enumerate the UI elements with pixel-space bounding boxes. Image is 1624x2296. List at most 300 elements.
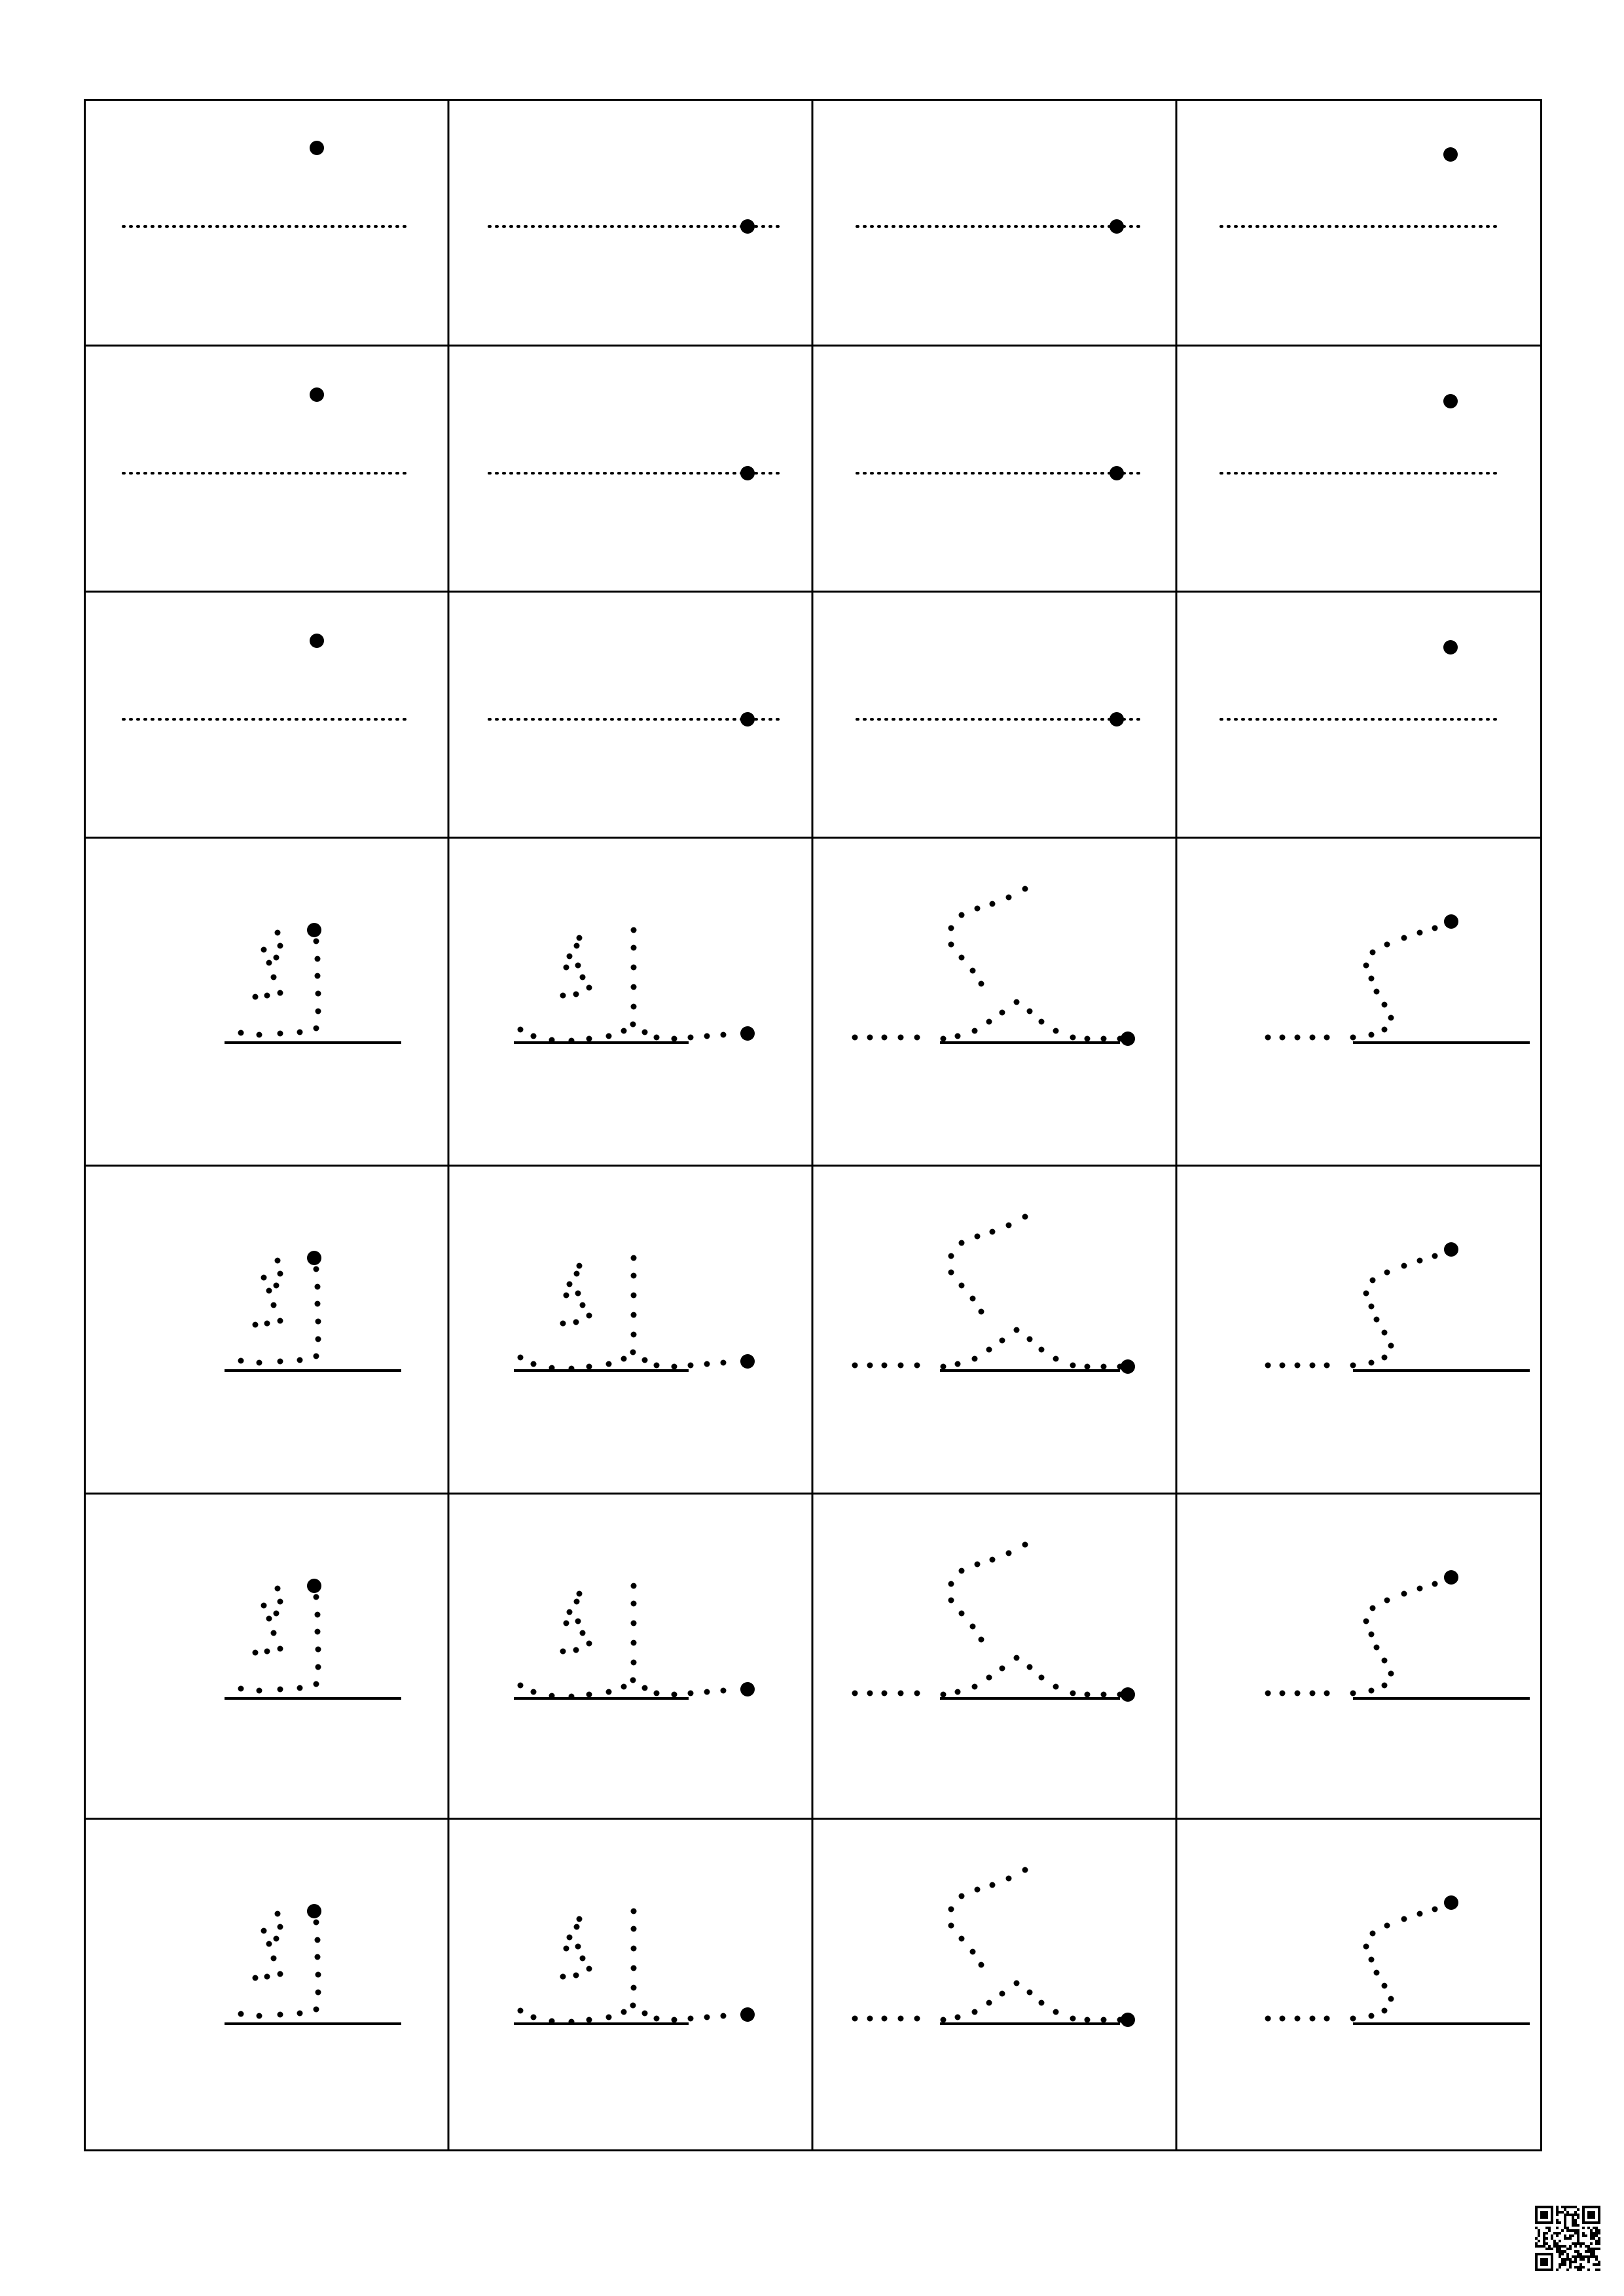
qr-module bbox=[1561, 2253, 1564, 2255]
trace-dot bbox=[567, 1935, 573, 1941]
trace-dot bbox=[959, 1283, 965, 1289]
trace-dot bbox=[721, 1688, 727, 1694]
trace-dot bbox=[1369, 1632, 1375, 1638]
starter-cell bbox=[857, 219, 1140, 234]
trace-dot bbox=[1070, 1035, 1076, 1041]
start-dot bbox=[740, 466, 755, 480]
trace-dot bbox=[1014, 1327, 1020, 1333]
qr-module bbox=[1593, 2227, 1595, 2229]
qr-module bbox=[1564, 2219, 1566, 2221]
trace-dot bbox=[1006, 1876, 1012, 1882]
trace-dot bbox=[314, 1026, 319, 1031]
qr-module bbox=[1559, 2248, 1561, 2250]
tracing-cell bbox=[1265, 1570, 1530, 1698]
trace-dot bbox=[990, 1882, 996, 1888]
tracing-cell bbox=[852, 886, 1136, 1047]
trace-dot bbox=[642, 1030, 648, 1035]
qr-code-icon bbox=[1535, 2206, 1600, 2271]
qr-module bbox=[1595, 2255, 1598, 2258]
trace-dot bbox=[586, 1966, 592, 1972]
qr-module bbox=[1543, 2245, 1545, 2248]
starter-cell bbox=[857, 466, 1140, 480]
trace-dot bbox=[972, 1356, 978, 1362]
qr-module bbox=[1564, 2263, 1566, 2266]
trace-dot bbox=[575, 1619, 581, 1624]
qr-module bbox=[1595, 2263, 1598, 2266]
trace-dot bbox=[560, 993, 566, 999]
trace-dot bbox=[914, 2016, 920, 2022]
qr-module bbox=[1551, 2234, 1553, 2237]
qr-module bbox=[1566, 2269, 1569, 2271]
qr-module bbox=[1556, 2269, 1559, 2271]
qr-module bbox=[1579, 2263, 1582, 2266]
trace-dot bbox=[315, 973, 321, 979]
qr-module bbox=[1559, 2221, 1561, 2224]
qr-module bbox=[1590, 2237, 1593, 2240]
qr-module bbox=[1556, 2248, 1559, 2250]
qr-module bbox=[1556, 2206, 1559, 2208]
trace-dot bbox=[631, 1583, 637, 1589]
qr-module bbox=[1556, 2221, 1559, 2224]
trace-dot bbox=[606, 2015, 612, 2020]
trace-dot bbox=[1027, 1990, 1033, 1996]
trace-dot bbox=[1350, 2016, 1356, 2022]
start-dot bbox=[1121, 1359, 1135, 1374]
trace-dot bbox=[631, 1293, 637, 1299]
trace-dot bbox=[314, 939, 319, 944]
trace-dot bbox=[1369, 1032, 1375, 1038]
trace-dot bbox=[631, 1965, 637, 1971]
trace-dot bbox=[986, 1019, 992, 1025]
trace-dot bbox=[297, 1357, 303, 1363]
trace-dot bbox=[253, 994, 259, 1000]
trace-dot bbox=[271, 1956, 277, 1962]
qr-module bbox=[1587, 2269, 1590, 2271]
trace-dot bbox=[1324, 1363, 1330, 1369]
trace-dot bbox=[278, 1924, 283, 1930]
trace-dot bbox=[1039, 1347, 1045, 1353]
tracing-cell bbox=[225, 1904, 401, 2024]
trace-dot bbox=[1280, 1363, 1286, 1369]
trace-dot bbox=[1310, 1691, 1316, 1696]
qr-module bbox=[1587, 2227, 1590, 2229]
trace-dot bbox=[1382, 1027, 1388, 1033]
trace-dot bbox=[1070, 1691, 1076, 1696]
qr-module bbox=[1593, 2248, 1595, 2250]
trace-dot bbox=[1374, 1317, 1380, 1323]
trace-dot bbox=[882, 1363, 888, 1369]
trace-dot bbox=[549, 1693, 555, 1699]
trace-dot bbox=[1022, 1214, 1028, 1220]
qr-module bbox=[1585, 2250, 1587, 2253]
trace-dot bbox=[278, 1971, 283, 1977]
trace-dot bbox=[914, 1035, 920, 1041]
qr-module bbox=[1574, 2221, 1577, 2224]
trace-dot bbox=[1070, 2016, 1076, 2022]
trace-dot bbox=[979, 1637, 984, 1643]
qr-module bbox=[1595, 2240, 1598, 2242]
tracing-cell bbox=[514, 1583, 755, 1700]
qr-module bbox=[1574, 2261, 1577, 2263]
trace-dot bbox=[316, 1664, 321, 1670]
qr-module bbox=[1569, 2237, 1572, 2240]
trace-dot bbox=[606, 1033, 612, 1039]
qr-module bbox=[1564, 2221, 1566, 2224]
trace-dot bbox=[1324, 1035, 1330, 1041]
trace-dot bbox=[577, 1916, 583, 1922]
trace-dot bbox=[1369, 976, 1375, 982]
trace-dot bbox=[1265, 1691, 1271, 1696]
start-dot bbox=[310, 634, 324, 648]
trace-dot bbox=[688, 1035, 694, 1041]
trace-dot bbox=[1369, 1360, 1375, 1366]
trace-dot bbox=[1022, 1542, 1028, 1548]
qr-module bbox=[1538, 2232, 1540, 2234]
trace-dot bbox=[631, 1926, 637, 1932]
trace-dot bbox=[1101, 1692, 1107, 1698]
trace-dot bbox=[278, 990, 283, 996]
trace-dot bbox=[975, 1562, 981, 1568]
start-dot bbox=[307, 1904, 321, 1918]
start-dot bbox=[1110, 712, 1124, 726]
trace-dot bbox=[1363, 1619, 1369, 1624]
trace-dot bbox=[975, 1887, 981, 1893]
start-dot bbox=[1110, 466, 1124, 480]
qr-module bbox=[1572, 2224, 1574, 2227]
start-dot bbox=[307, 1251, 321, 1265]
trace-dot bbox=[1101, 1036, 1107, 1042]
qr-module bbox=[1579, 2258, 1582, 2261]
trace-dot bbox=[688, 1691, 694, 1696]
trace-dot bbox=[1295, 1691, 1301, 1696]
trace-dot bbox=[518, 1683, 524, 1689]
trace-dot bbox=[1388, 1671, 1394, 1677]
trace-dot bbox=[314, 1920, 319, 1926]
trace-dot bbox=[575, 1944, 581, 1950]
qr-module bbox=[1574, 2250, 1577, 2253]
trace-dot bbox=[975, 1234, 981, 1240]
trace-dot bbox=[631, 1273, 637, 1279]
trace-dot bbox=[990, 1557, 996, 1563]
qr-module bbox=[1595, 2227, 1598, 2229]
trace-dot bbox=[631, 965, 637, 971]
trace-dot bbox=[1000, 1338, 1005, 1344]
tracing-cell bbox=[1265, 1895, 1530, 2024]
trace-dot bbox=[271, 975, 277, 980]
qr-module bbox=[1564, 2234, 1566, 2237]
trace-dot bbox=[631, 1004, 637, 1010]
trace-dot bbox=[261, 1928, 267, 1934]
qr-module bbox=[1566, 2258, 1569, 2261]
qr-module bbox=[1593, 2250, 1595, 2253]
trace-dot bbox=[278, 1271, 283, 1277]
qr-module bbox=[1569, 2229, 1572, 2232]
qr-module bbox=[1538, 2240, 1540, 2242]
trace-dot bbox=[1027, 1009, 1033, 1014]
trace-dot bbox=[1085, 2017, 1091, 2023]
trace-dot bbox=[1382, 1683, 1388, 1689]
trace-dot bbox=[867, 2016, 873, 2022]
qr-module bbox=[1585, 2234, 1587, 2237]
trace-dot bbox=[1417, 1258, 1423, 1264]
trace-dot bbox=[1000, 1991, 1005, 1997]
trace-dot bbox=[575, 963, 581, 969]
trace-dot bbox=[1374, 989, 1380, 995]
qr-module bbox=[1566, 2214, 1569, 2216]
qr-module bbox=[1574, 2242, 1577, 2245]
qr-module bbox=[1577, 2229, 1579, 2232]
qr-module bbox=[1548, 2229, 1551, 2232]
trace-dot bbox=[1382, 1002, 1388, 1008]
qr-module bbox=[1593, 2255, 1595, 2258]
qr-module bbox=[1595, 2234, 1598, 2237]
qr-module bbox=[1587, 2255, 1590, 2258]
trace-dot bbox=[1388, 1015, 1394, 1021]
qr-module bbox=[1545, 2248, 1548, 2250]
trace-dot bbox=[941, 1036, 947, 1042]
trace-dot bbox=[275, 1586, 281, 1592]
qr-module bbox=[1593, 2263, 1595, 2266]
trace-dot bbox=[549, 2018, 555, 2024]
trace-dot bbox=[990, 1229, 996, 1235]
trace-dot bbox=[549, 1365, 555, 1371]
trace-dot bbox=[852, 2016, 858, 2022]
trace-dot bbox=[1417, 1586, 1423, 1592]
qr-module bbox=[1572, 2221, 1574, 2224]
qr-module bbox=[1569, 2258, 1572, 2261]
trace-dot bbox=[577, 1591, 583, 1597]
qr-module bbox=[1566, 2211, 1569, 2214]
qr-module bbox=[1561, 2229, 1564, 2232]
trace-dot bbox=[898, 1691, 904, 1696]
trace-dot bbox=[564, 1621, 569, 1626]
qr-module bbox=[1548, 2248, 1551, 2250]
qr-module bbox=[1572, 2216, 1574, 2219]
worksheet-grid bbox=[84, 99, 1542, 2151]
trace-dot bbox=[704, 1689, 710, 1695]
qr-module bbox=[1577, 2266, 1579, 2269]
qr-module bbox=[1598, 2240, 1600, 2242]
trace-dot bbox=[955, 1361, 961, 1367]
trace-dot bbox=[278, 1318, 283, 1324]
trace-dot bbox=[1370, 1605, 1376, 1611]
trace-dot bbox=[1432, 1581, 1438, 1587]
qr-module bbox=[1577, 2214, 1579, 2216]
qr-module bbox=[1598, 2261, 1600, 2263]
trace-dot bbox=[315, 1284, 321, 1290]
start-dot bbox=[740, 712, 755, 726]
qr-module bbox=[1538, 2229, 1540, 2232]
trace-dot bbox=[531, 2015, 537, 2020]
trace-dot bbox=[914, 1363, 920, 1369]
qr-module bbox=[1574, 2206, 1577, 2208]
trace-dot bbox=[631, 945, 637, 951]
trace-dot bbox=[630, 1350, 636, 1355]
qr-module bbox=[1579, 2269, 1582, 2271]
trace-dot bbox=[882, 1035, 888, 1041]
trace-dot bbox=[575, 1291, 581, 1297]
trace-dot bbox=[1053, 1356, 1059, 1362]
trace-dot bbox=[1370, 1278, 1376, 1283]
trace-dot bbox=[1006, 1551, 1012, 1556]
trace-dot bbox=[1053, 1028, 1059, 1034]
qr-module bbox=[1569, 2214, 1572, 2216]
qr-module bbox=[1564, 2250, 1566, 2253]
qr-module bbox=[1574, 2245, 1577, 2248]
trace-dot bbox=[986, 1675, 992, 1681]
qr-module bbox=[1577, 2208, 1579, 2211]
qr-module bbox=[1595, 2232, 1598, 2234]
trace-dot bbox=[278, 1359, 283, 1365]
start-dot bbox=[1110, 219, 1124, 234]
qr-module bbox=[1582, 2232, 1585, 2234]
trace-dot bbox=[1310, 2016, 1316, 2022]
qr-module bbox=[1572, 2242, 1574, 2245]
qr-module bbox=[1574, 2266, 1577, 2269]
trace-dot bbox=[238, 2011, 244, 2017]
trace-dot bbox=[959, 1936, 965, 1942]
trace-dot bbox=[1053, 1684, 1059, 1690]
trace-dot bbox=[271, 1630, 277, 1636]
trace-dot bbox=[898, 2016, 904, 2022]
starter-cell bbox=[1221, 394, 1498, 473]
qr-module bbox=[1598, 2263, 1600, 2266]
trace-dot bbox=[1401, 935, 1407, 941]
trace-dot bbox=[1006, 1223, 1012, 1229]
qr-module bbox=[1543, 2234, 1545, 2237]
trace-dot bbox=[1265, 1363, 1271, 1369]
trace-dot bbox=[253, 1650, 259, 1656]
qr-module bbox=[1556, 2208, 1559, 2211]
trace-dot bbox=[1310, 1363, 1316, 1369]
trace-dot bbox=[1350, 1363, 1356, 1369]
qr-module bbox=[1579, 2253, 1582, 2255]
qr-module bbox=[1598, 2232, 1600, 2234]
qr-module bbox=[1559, 2245, 1561, 2248]
trace-dot bbox=[1000, 1010, 1005, 1016]
trace-dot bbox=[314, 2007, 319, 2013]
start-dot bbox=[1443, 394, 1458, 408]
tracing-cell bbox=[225, 923, 401, 1043]
starter-cell bbox=[1221, 147, 1498, 226]
trace-dot bbox=[297, 1685, 303, 1691]
trace-dot bbox=[518, 1027, 524, 1033]
trace-dot bbox=[316, 1319, 321, 1325]
qr-module bbox=[1545, 2232, 1548, 2234]
trace-dot bbox=[1014, 999, 1020, 1005]
trace-dot bbox=[948, 1581, 954, 1587]
trace-dot bbox=[959, 1240, 965, 1246]
qr-module bbox=[1561, 2250, 1564, 2253]
qr-module bbox=[1579, 2255, 1582, 2258]
trace-dot bbox=[688, 1363, 694, 1369]
start-dot bbox=[740, 2007, 755, 2022]
trace-dot bbox=[564, 965, 569, 971]
trace-dot bbox=[274, 1936, 280, 1942]
trace-dot bbox=[1388, 1996, 1394, 2002]
qr-module bbox=[1587, 2245, 1590, 2248]
trace-dot bbox=[1085, 1364, 1091, 1370]
start-dot bbox=[1443, 147, 1458, 162]
qr-module bbox=[1577, 2234, 1579, 2237]
qr-module bbox=[1561, 2206, 1564, 2208]
trace-dot bbox=[1432, 1253, 1438, 1259]
trace-dot bbox=[278, 2012, 283, 2018]
trace-dot bbox=[1022, 886, 1028, 892]
starter-cell bbox=[489, 219, 779, 234]
qr-module bbox=[1556, 2245, 1559, 2248]
trace-dot bbox=[261, 1275, 267, 1281]
qr-module bbox=[1543, 2240, 1545, 2242]
trace-dot bbox=[867, 1363, 873, 1369]
qr-module bbox=[1577, 2232, 1579, 2234]
trace-dot bbox=[631, 1660, 637, 1666]
tracing-cell bbox=[852, 1214, 1136, 1374]
qr-module bbox=[1556, 2242, 1559, 2245]
trace-dot bbox=[898, 1363, 904, 1369]
trace-dot bbox=[560, 1321, 566, 1327]
trace-dot bbox=[1384, 1598, 1390, 1604]
start-dot bbox=[1121, 1031, 1135, 1046]
qr-module bbox=[1535, 2227, 1538, 2229]
qr-module bbox=[1577, 2255, 1579, 2258]
qr-module bbox=[1569, 2245, 1572, 2248]
qr-module bbox=[1535, 2245, 1538, 2248]
qr-module bbox=[1559, 2211, 1561, 2214]
qr-module bbox=[1543, 2242, 1545, 2245]
trace-dot bbox=[261, 1603, 267, 1609]
qr-module bbox=[1559, 2232, 1561, 2234]
qr-module bbox=[1590, 2242, 1593, 2245]
qr-module bbox=[1595, 2229, 1598, 2232]
qr-module bbox=[1572, 2261, 1574, 2263]
tracing-cell bbox=[852, 1542, 1136, 1702]
qr-module bbox=[1548, 2245, 1551, 2248]
trace-dot bbox=[970, 968, 976, 974]
trace-dot bbox=[574, 1271, 580, 1277]
qr-module bbox=[1540, 2211, 1548, 2219]
qr-module bbox=[1587, 2248, 1590, 2250]
trace-dot bbox=[1374, 1970, 1380, 1976]
qr-module bbox=[1561, 2261, 1564, 2263]
trace-dot bbox=[1350, 1691, 1356, 1696]
qr-module bbox=[1553, 2245, 1556, 2248]
qr-module bbox=[1566, 2253, 1569, 2255]
start-dot bbox=[307, 923, 321, 937]
trace-dot bbox=[1000, 1666, 1005, 1672]
trace-dot bbox=[297, 2011, 303, 2017]
qr-module bbox=[1556, 2250, 1559, 2253]
trace-dot bbox=[257, 1688, 262, 1694]
trace-dot bbox=[1401, 1591, 1407, 1597]
trace-dot bbox=[970, 1296, 976, 1302]
qr-module bbox=[1598, 2242, 1600, 2245]
trace-dot bbox=[1363, 963, 1369, 969]
qr-module bbox=[1566, 2237, 1569, 2240]
trace-dot bbox=[253, 1322, 259, 1328]
trace-dot bbox=[630, 1022, 636, 1028]
trace-dot bbox=[959, 1611, 965, 1617]
qr-module bbox=[1543, 2232, 1545, 2234]
trace-dot bbox=[271, 1302, 277, 1308]
trace-dot bbox=[264, 1649, 270, 1655]
trace-dot bbox=[852, 1035, 858, 1041]
starter-cell bbox=[857, 712, 1140, 726]
trace-dot bbox=[574, 1599, 580, 1605]
trace-dot bbox=[564, 1946, 569, 1952]
qr-module bbox=[1598, 2229, 1600, 2232]
trace-dot bbox=[631, 1312, 637, 1318]
